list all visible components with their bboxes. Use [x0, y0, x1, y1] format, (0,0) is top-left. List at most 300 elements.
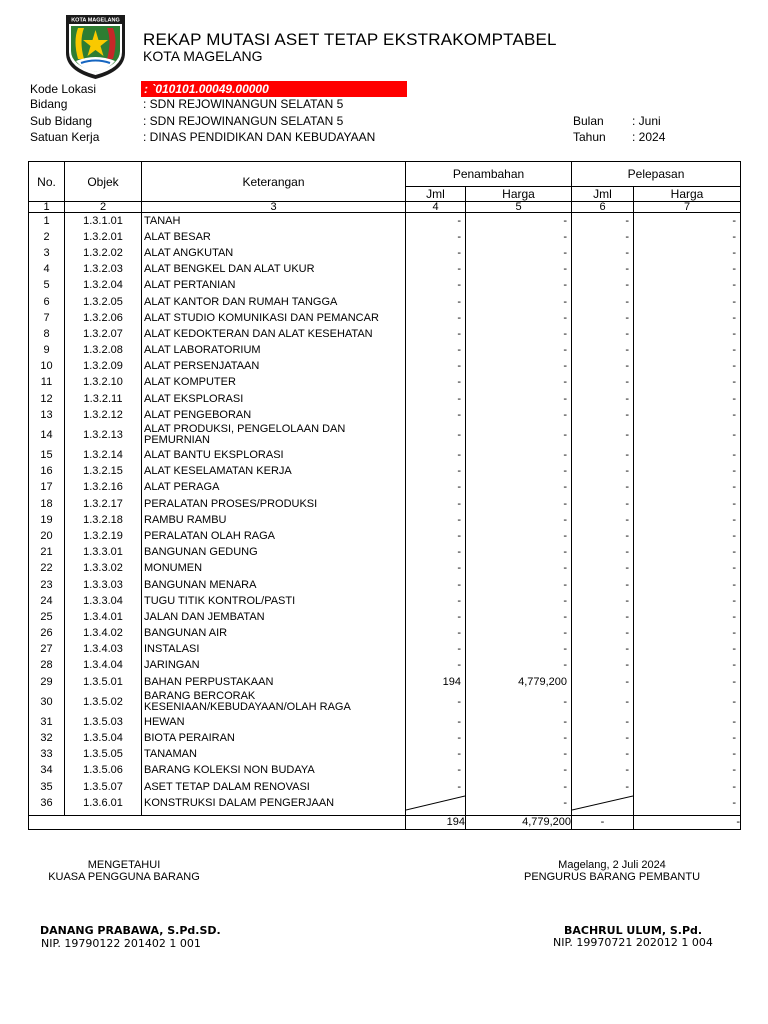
row-jml-tambah: -	[406, 593, 466, 609]
row-jml-lepas: -	[572, 690, 634, 714]
row-objek: 1.3.2.08	[65, 343, 142, 359]
row-harga-lepas: -	[634, 714, 741, 730]
row-harga-tambah: -	[466, 577, 572, 593]
row-objek: 1.3.2.01	[65, 229, 142, 245]
row-jml-lepas: -	[572, 512, 634, 528]
row-no: 22	[29, 561, 65, 577]
row-jml-lepas: -	[572, 747, 634, 763]
row-jml-tambah: -	[406, 561, 466, 577]
row-jml-tambah: -	[406, 577, 466, 593]
row-jml-tambah: -	[406, 690, 466, 714]
row-jml-lepas: -	[572, 528, 634, 544]
row-jml-tambah: -	[406, 213, 466, 230]
row-keterangan: ALAT BENGKEL DAN ALAT UKUR	[142, 262, 406, 278]
row-no: 21	[29, 545, 65, 561]
row-harga-tambah: -	[466, 561, 572, 577]
row-jml-lepas: -	[572, 447, 634, 463]
row-jml-lepas: -	[572, 545, 634, 561]
row-harga-tambah: -	[466, 545, 572, 561]
kode-lokasi-value: : `010101.00049.00000	[141, 81, 407, 97]
row-no: 18	[29, 496, 65, 512]
row-harga-lepas: -	[634, 294, 741, 310]
left-signatory-nip: NIP. 19790122 201402 1 001	[41, 937, 201, 950]
row-no: 32	[29, 730, 65, 746]
row-keterangan: BARANG KOLEKSI NON BUDAYA	[142, 763, 406, 779]
row-no: 13	[29, 407, 65, 423]
row-harga-lepas: -	[634, 674, 741, 690]
table-row	[29, 545, 741, 561]
col-number: 4	[406, 202, 466, 213]
table-row	[29, 747, 741, 763]
row-jml-tambah: -	[406, 407, 466, 423]
row-objek: 1.3.5.07	[65, 779, 142, 795]
table-row	[29, 658, 741, 674]
row-objek: 1.3.2.19	[65, 528, 142, 544]
row-harga-tambah: -	[466, 294, 572, 310]
left-mengetahui: MENGETAHUI	[87, 859, 161, 871]
col-number: 3	[142, 202, 406, 213]
row-harga-lepas: -	[634, 642, 741, 658]
sub-bidang-value: : SDN REJOWINANGUN SELATAN 5	[143, 114, 344, 128]
row-no: 36	[29, 795, 65, 811]
header-keterangan: Keterangan	[142, 162, 406, 202]
table-row	[29, 714, 741, 730]
row-harga-tambah: -	[466, 795, 572, 811]
mutation-table	[28, 161, 741, 830]
row-jml-lepas: -	[572, 391, 634, 407]
row-harga-tambah: -	[466, 423, 572, 447]
row-harga-tambah: -	[466, 326, 572, 342]
row-objek: 1.3.2.17	[65, 496, 142, 512]
row-harga-lepas: -	[634, 609, 741, 625]
total-harga-lepas: -	[634, 816, 741, 830]
row-no: 20	[29, 528, 65, 544]
row-harga-lepas: -	[634, 245, 741, 261]
total-jml-tambah: 194	[406, 816, 466, 830]
table-row	[29, 245, 741, 261]
row-objek: 1.3.2.05	[65, 294, 142, 310]
row-jml-lepas: -	[572, 714, 634, 730]
row-jml-lepas: -	[572, 763, 634, 779]
right-date: Magelang, 2 Juli 2024	[558, 859, 666, 871]
row-jml-lepas: -	[572, 642, 634, 658]
table-row	[29, 464, 741, 480]
row-harga-tambah: -	[466, 609, 572, 625]
row-harga-tambah: -	[466, 496, 572, 512]
row-harga-lepas: -	[634, 391, 741, 407]
row-jml-tambah: -	[406, 609, 466, 625]
right-role: PENGURUS BARANG PEMBANTU	[523, 871, 701, 883]
table-row	[29, 375, 741, 391]
row-no: 16	[29, 464, 65, 480]
row-harga-tambah: -	[466, 343, 572, 359]
row-no: 10	[29, 359, 65, 375]
satuan-kerja-label: Satuan Kerja	[30, 130, 100, 144]
right-signatory-name: BACHRUL ULUM, S.Pd.	[564, 924, 703, 937]
row-objek: 1.3.2.07	[65, 326, 142, 342]
row-objek: 1.3.2.11	[65, 391, 142, 407]
row-keterangan: BANGUNAN GEDUNG	[142, 545, 406, 561]
row-harga-tambah: -	[466, 480, 572, 496]
row-keterangan: KONSTRUKSI DALAM PENGERJAAN	[142, 795, 406, 811]
row-no: 25	[29, 609, 65, 625]
left-signature-heading	[40, 859, 208, 883]
row-harga-lepas: -	[634, 528, 741, 544]
report-subtitle: KOTA MAGELANG	[143, 48, 263, 64]
row-jml-tambah: -	[406, 626, 466, 642]
row-keterangan: TUGU TITIK KONTROL/PASTI	[142, 593, 406, 609]
row-objek: 1.3.4.02	[65, 626, 142, 642]
row-harga-tambah: -	[466, 278, 572, 294]
row-keterangan: ALAT PERSENJATAAN	[142, 359, 406, 375]
header-jml-lepas: Jml	[572, 187, 634, 202]
header-harga-lepas: Harga	[634, 187, 741, 202]
row-harga-lepas: -	[634, 747, 741, 763]
row-no: 2	[29, 229, 65, 245]
bulan-value: : Juni	[632, 114, 661, 128]
row-objek: 1.3.5.01	[65, 674, 142, 690]
row-jml-lepas: -	[572, 593, 634, 609]
row-jml-tambah: -	[406, 528, 466, 544]
row-jml-lepas: -	[572, 496, 634, 512]
row-jml-lepas: -	[572, 310, 634, 326]
row-harga-lepas: -	[634, 464, 741, 480]
row-objek: 1.3.5.04	[65, 730, 142, 746]
row-objek: 1.3.5.05	[65, 747, 142, 763]
row-no: 27	[29, 642, 65, 658]
row-keterangan: ALAT BESAR	[142, 229, 406, 245]
header-penambahan: Penambahan	[406, 162, 572, 187]
row-keterangan: ALAT LABORATORIUM	[142, 343, 406, 359]
sub-bidang-label: Sub Bidang	[30, 114, 93, 128]
row-jml-lepas: -	[572, 423, 634, 447]
row-keterangan: MONUMEN	[142, 561, 406, 577]
row-jml-tambah: -	[406, 229, 466, 245]
row-no: 4	[29, 262, 65, 278]
row-harga-lepas: -	[634, 779, 741, 795]
row-no: 15	[29, 447, 65, 463]
row-harga-lepas: -	[634, 593, 741, 609]
row-harga-tambah: -	[466, 626, 572, 642]
row-harga-tambah: -	[466, 730, 572, 746]
row-no: 35	[29, 779, 65, 795]
row-no: 23	[29, 577, 65, 593]
table-row	[29, 593, 741, 609]
table-row	[29, 577, 741, 593]
table-row	[29, 561, 741, 577]
row-objek: 1.3.2.12	[65, 407, 142, 423]
row-no: 24	[29, 593, 65, 609]
row-harga-tambah: -	[466, 690, 572, 714]
row-harga-tambah: -	[466, 763, 572, 779]
row-keterangan: BIOTA PERAIRAN	[142, 730, 406, 746]
total-harga-tambah: 4,779,200	[466, 816, 572, 830]
table-row	[29, 359, 741, 375]
row-no: 26	[29, 626, 65, 642]
row-harga-lepas: -	[634, 407, 741, 423]
row-jml-lepas: -	[572, 609, 634, 625]
diagonal-strike-line	[406, 795, 465, 811]
row-harga-tambah: -	[466, 447, 572, 463]
row-objek: 1.3.6.01	[65, 795, 142, 811]
row-harga-tambah: -	[466, 714, 572, 730]
row-objek: 1.3.1.01	[65, 213, 142, 230]
row-jml-lepas: -	[572, 730, 634, 746]
row-jml-tambah: -	[406, 423, 466, 447]
right-signature-heading	[520, 859, 704, 883]
row-harga-lepas: -	[634, 730, 741, 746]
row-jml-lepas: -	[572, 674, 634, 690]
row-keterangan: ALAT EKSPLORASI	[142, 391, 406, 407]
row-jml-tambah: -	[406, 359, 466, 375]
row-jml-lepas: -	[572, 278, 634, 294]
table-row	[29, 496, 741, 512]
kota-magelang-logo	[64, 13, 127, 81]
row-harga-tambah: -	[466, 528, 572, 544]
row-keterangan: BANGUNAN AIR	[142, 626, 406, 642]
row-jml-lepas: -	[572, 213, 634, 230]
row-no: 5	[29, 278, 65, 294]
row-harga-lepas: -	[634, 577, 741, 593]
table-row	[29, 763, 741, 779]
row-harga-lepas: -	[634, 795, 741, 811]
row-harga-tambah: -	[466, 262, 572, 278]
table-row	[29, 229, 741, 245]
row-objek: 1.3.2.02	[65, 245, 142, 261]
right-signatory-nip: NIP. 19970721 202012 1 004	[553, 936, 713, 949]
row-harga-lepas: -	[634, 262, 741, 278]
row-no: 33	[29, 747, 65, 763]
row-jml-lepas: -	[572, 326, 634, 342]
column-number-row	[29, 202, 741, 213]
row-keterangan: ALAT STUDIO KOMUNIKASI DAN PEMANCAR	[142, 310, 406, 326]
row-no: 6	[29, 294, 65, 310]
row-harga-tambah: -	[466, 310, 572, 326]
row-jml-tambah: -	[406, 545, 466, 561]
row-jml-tambah: -	[406, 245, 466, 261]
row-jml-tambah: -	[406, 730, 466, 746]
row-harga-lepas: -	[634, 343, 741, 359]
header-jml-tambah: Jml	[406, 187, 466, 202]
satuan-kerja-value: : DINAS PENDIDIKAN DAN KEBUDAYAAN	[143, 130, 376, 144]
row-jml-tambah: -	[406, 714, 466, 730]
header-harga-tambah: Harga	[466, 187, 572, 202]
row-jml-lepas: -	[572, 561, 634, 577]
row-harga-lepas: -	[634, 561, 741, 577]
row-no: 30	[29, 690, 65, 714]
row-harga-lepas: -	[634, 423, 741, 447]
totals-row	[29, 816, 741, 830]
row-jml-tambah: -	[406, 326, 466, 342]
row-jml-tambah: -	[406, 763, 466, 779]
row-keterangan: ALAT KANTOR DAN RUMAH TANGGA	[142, 294, 406, 310]
row-harga-lepas: -	[634, 229, 741, 245]
table-row	[29, 343, 741, 359]
table-row	[29, 642, 741, 658]
row-keterangan: JALAN DAN JEMBATAN	[142, 609, 406, 625]
row-harga-tambah: -	[466, 593, 572, 609]
row-no: 17	[29, 480, 65, 496]
row-keterangan: BANGUNAN MENARA	[142, 577, 406, 593]
row-keterangan: RAMBU RAMBU	[142, 512, 406, 528]
table-row	[29, 512, 741, 528]
row-keterangan: ASET TETAP DALAM RENOVASI	[142, 779, 406, 795]
row-harga-lepas: -	[634, 359, 741, 375]
tahun-label: Tahun	[573, 130, 606, 144]
row-no: 28	[29, 658, 65, 674]
table-row	[29, 690, 741, 714]
row-harga-tambah: -	[466, 464, 572, 480]
row-keterangan: ALAT PERAGA	[142, 480, 406, 496]
row-harga-lepas: -	[634, 512, 741, 528]
row-jml-lepas: -	[572, 375, 634, 391]
row-keterangan: TANAMAN	[142, 747, 406, 763]
row-keterangan: BAHAN PERPUSTAKAAN	[142, 674, 406, 690]
row-jml-tambah: -	[406, 658, 466, 674]
row-jml-lepas: -	[572, 359, 634, 375]
row-jml-lepas: -	[572, 480, 634, 496]
row-objek: 1.3.3.04	[65, 593, 142, 609]
row-keterangan: ALAT PRODUKSI, PENGELOLAAN DAN PEMURNIAN	[142, 423, 406, 447]
table-row	[29, 423, 741, 447]
row-keterangan: PERALATAN PROSES/PRODUKSI	[142, 496, 406, 512]
row-objek: 1.3.2.09	[65, 359, 142, 375]
row-jml-tambah: -	[406, 642, 466, 658]
row-jml-tambah	[406, 795, 466, 811]
row-no: 31	[29, 714, 65, 730]
row-objek: 1.3.3.01	[65, 545, 142, 561]
col-number: 6	[572, 202, 634, 213]
row-jml-tambah: -	[406, 391, 466, 407]
row-objek: 1.3.2.06	[65, 310, 142, 326]
row-jml-lepas: -	[572, 343, 634, 359]
table-row	[29, 609, 741, 625]
row-no: 3	[29, 245, 65, 261]
row-harga-lepas: -	[634, 213, 741, 230]
row-jml-tambah: -	[406, 496, 466, 512]
row-jml-tambah: -	[406, 512, 466, 528]
row-harga-lepas: -	[634, 626, 741, 642]
bulan-label: Bulan	[573, 114, 604, 128]
row-no: 7	[29, 310, 65, 326]
row-no: 34	[29, 763, 65, 779]
row-objek: 1.3.3.02	[65, 561, 142, 577]
row-harga-tambah: -	[466, 512, 572, 528]
row-harga-lepas: -	[634, 480, 741, 496]
row-keterangan: ALAT KEDOKTERAN DAN ALAT KESEHATAN	[142, 326, 406, 342]
table-row	[29, 278, 741, 294]
row-harga-tambah: -	[466, 658, 572, 674]
row-jml-tambah: -	[406, 310, 466, 326]
row-harga-lepas: -	[634, 375, 741, 391]
row-keterangan: ALAT BANTU EKSPLORASI	[142, 447, 406, 463]
row-objek: 1.3.3.03	[65, 577, 142, 593]
row-keterangan: ALAT PERTANIAN	[142, 278, 406, 294]
row-harga-lepas: -	[634, 496, 741, 512]
row-harga-lepas: -	[634, 658, 741, 674]
row-jml-lepas: -	[572, 245, 634, 261]
col-number: 5	[466, 202, 572, 213]
row-objek: 1.3.5.06	[65, 763, 142, 779]
row-harga-tambah: 4,779,200	[466, 674, 572, 690]
row-objek: 1.3.4.03	[65, 642, 142, 658]
table-row	[29, 213, 741, 230]
row-objek: 1.3.2.03	[65, 262, 142, 278]
table-row	[29, 674, 741, 690]
row-harga-lepas: -	[634, 763, 741, 779]
row-no: 29	[29, 674, 65, 690]
row-keterangan: ALAT PENGEBORAN	[142, 407, 406, 423]
row-objek: 1.3.2.16	[65, 480, 142, 496]
row-keterangan: JARINGAN	[142, 658, 406, 674]
row-keterangan: ALAT KESELAMATAN KERJA	[142, 464, 406, 480]
row-harga-lepas: -	[634, 310, 741, 326]
header-pelepasan: Pelepasan	[572, 162, 741, 187]
row-jml-lepas: -	[572, 229, 634, 245]
row-harga-lepas: -	[634, 545, 741, 561]
row-jml-lepas: -	[572, 658, 634, 674]
row-no: 11	[29, 375, 65, 391]
table-row	[29, 391, 741, 407]
row-keterangan: TANAH	[142, 213, 406, 230]
row-harga-tambah: -	[466, 245, 572, 261]
row-harga-tambah: -	[466, 229, 572, 245]
diagonal-strike-line	[572, 795, 633, 811]
row-no: 12	[29, 391, 65, 407]
row-objek: 1.3.5.02	[65, 690, 142, 714]
kode-lokasi-label: Kode Lokasi	[30, 82, 97, 96]
table-row	[29, 326, 741, 342]
row-no: 1	[29, 213, 65, 230]
tahun-value: : 2024	[632, 130, 666, 144]
col-number: 2	[65, 202, 142, 213]
row-jml-lepas: -	[572, 294, 634, 310]
row-no: 19	[29, 512, 65, 528]
row-no: 9	[29, 343, 65, 359]
row-harga-lepas: -	[634, 447, 741, 463]
table-row	[29, 262, 741, 278]
row-jml-lepas	[572, 795, 634, 811]
row-objek: 1.3.2.10	[65, 375, 142, 391]
row-jml-lepas: -	[572, 577, 634, 593]
row-objek: 1.3.4.04	[65, 658, 142, 674]
row-keterangan: ALAT KOMPUTER	[142, 375, 406, 391]
row-jml-lepas: -	[572, 779, 634, 795]
table-row	[29, 626, 741, 642]
table-row	[29, 480, 741, 496]
row-jml-tambah: -	[406, 262, 466, 278]
row-jml-tambah: -	[406, 747, 466, 763]
header-objek: Objek	[65, 162, 142, 202]
table-row	[29, 447, 741, 463]
total-jml-lepas: -	[572, 816, 634, 830]
row-harga-tambah: -	[466, 213, 572, 230]
table-row	[29, 294, 741, 310]
table-row	[29, 795, 741, 811]
row-no: 14	[29, 423, 65, 447]
row-jml-lepas: -	[572, 407, 634, 423]
row-objek: 1.3.2.14	[65, 447, 142, 463]
row-objek: 1.3.2.15	[65, 464, 142, 480]
row-jml-tambah: -	[406, 779, 466, 795]
row-jml-tambah: -	[406, 464, 466, 480]
row-jml-tambah: -	[406, 343, 466, 359]
row-jml-tambah: 194	[406, 674, 466, 690]
col-number: 1	[29, 202, 65, 213]
table-row	[29, 407, 741, 423]
row-jml-tambah: -	[406, 480, 466, 496]
row-objek: 1.3.5.03	[65, 714, 142, 730]
